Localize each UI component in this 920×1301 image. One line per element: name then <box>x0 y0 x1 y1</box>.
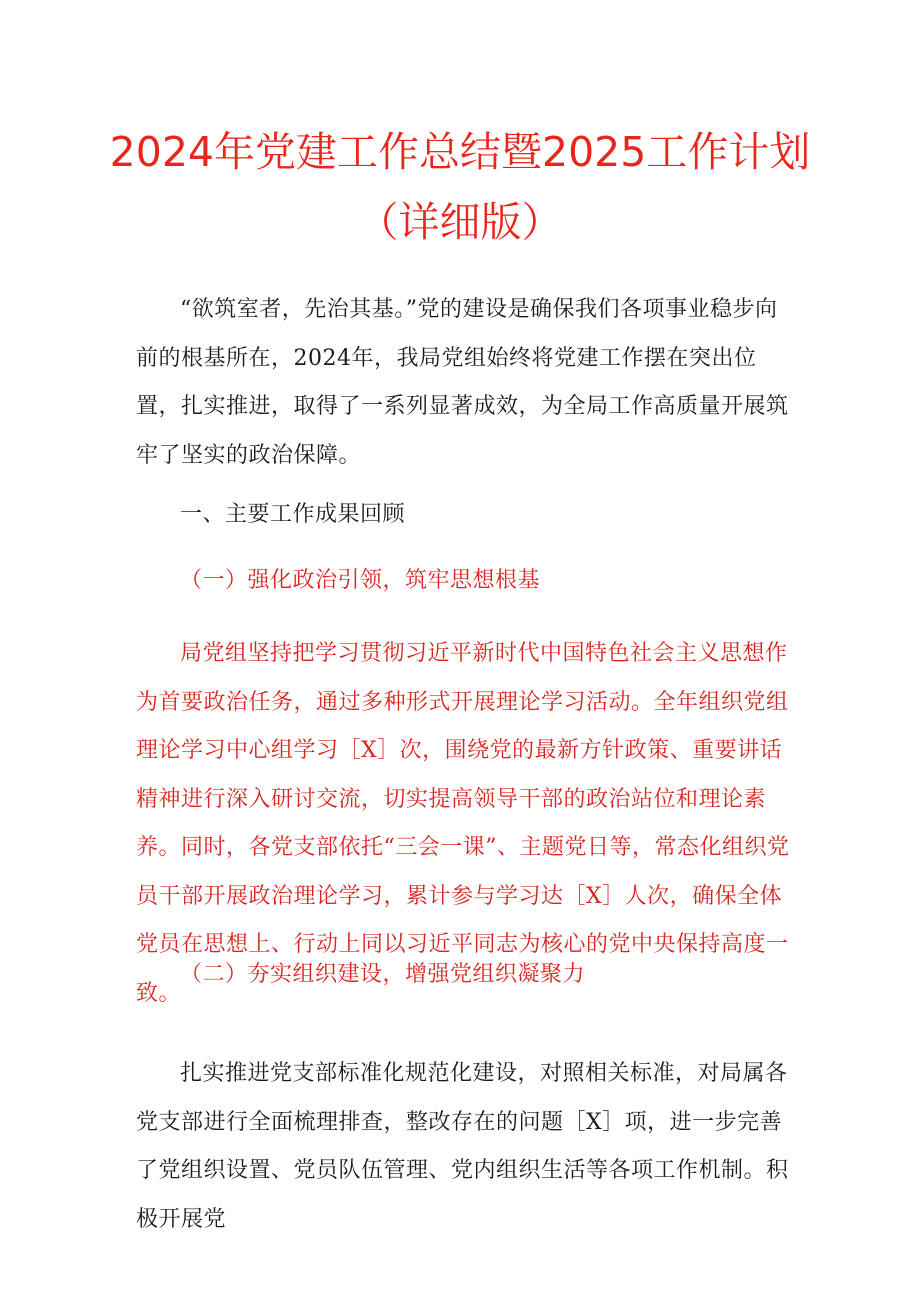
subsection-heading-2: （二）夯实组织建设，增强党组织凝聚力 <box>180 962 586 987</box>
intro-paragraph: “欲筑室者，先治其基。”党的建设是确保我们各项事业稳步向前的根基所在，2024年，我局党组始终将党建工作摆在突出位置，扎实推进，取得了一系列显著成效，为全局工作高质量开展筑牢了坚实的政治保障。 <box>136 297 789 468</box>
document-title: 2024年党建工作总结暨2025工作计划 <box>109 128 811 176</box>
document-subtitle: （详细版） <box>357 198 563 246</box>
subsection-body-2: 扎实推进党支部标准化规范化建设，对照相关标准，对局属各党支部进行全面梳理排查，整改存在的问题［X］项，进一步完善了党组织设置、党员队伍管理、党内组织生活等各项工作机制。积极开展党 <box>136 1061 789 1232</box>
subsection-body-1: 局党组坚持把学习贯彻习近平新时代中国特色社会主义思想作为首要政治任务，通过多种形式开展理论学习活动。全年组织党组理论学习中心组学习［X］次，围绕党的最新方针政策、重要讲话精神进行深入研讨交流，切实提高领导干部的政治站位和理论素养。同时，各党支部依托“三会一课”、主题党日等，常态化组织党员干部开展政治理论学习，累计参与学习达［X］人次，确保全体党员在思想上、行动上同以习近平同志为核心的党中央保持高度一致。 <box>136 641 790 1006</box>
section-heading-1: 一、主要工作成果回顾 <box>180 502 406 527</box>
subsection-heading-1: （一）强化政治引领，筑牢思想根基 <box>180 568 541 593</box>
